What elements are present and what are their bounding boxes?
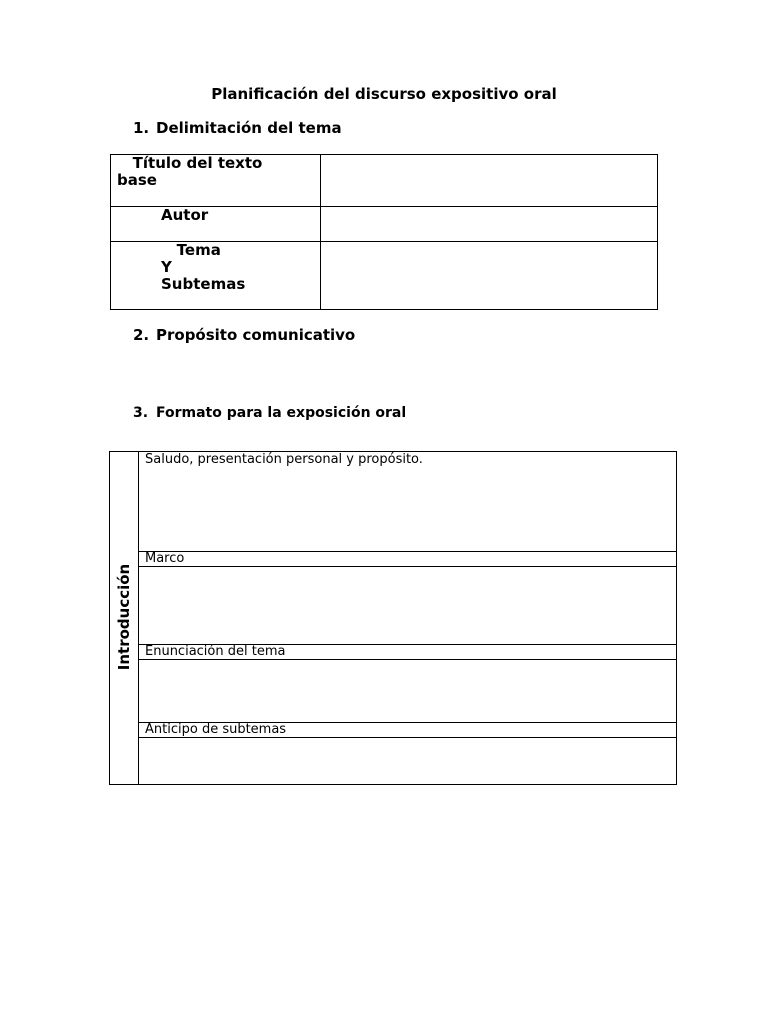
topic-definition-table: [110, 154, 658, 310]
table-row-divider: [138, 659, 676, 660]
table-row-divider: [138, 566, 676, 567]
table-row-divider: [138, 737, 676, 738]
base-text-title-field[interactable]: [325, 159, 653, 203]
greeting-presentation-label: Saludo, presentación personal y propósito.: [145, 452, 423, 467]
topic-subtopics-field[interactable]: [325, 246, 653, 306]
section-1-number: 1.: [133, 119, 150, 137]
oral-exposition-format-table: [109, 451, 677, 785]
frame-field[interactable]: [139, 568, 676, 643]
section-2-heading: [133, 326, 355, 344]
section-1-title: Delimitación del tema: [156, 119, 342, 137]
section-3-number: 3.: [133, 405, 149, 421]
greeting-presentation-field[interactable]: [139, 470, 676, 550]
topic-statement-field[interactable]: [139, 661, 676, 721]
section-3-title: Formato para la exposición oral: [156, 405, 407, 421]
subtopics-preview-label: Anticipo de subtemas: [145, 722, 287, 737]
introduction-column: [110, 452, 139, 784]
frame-label: Marco: [145, 551, 185, 566]
section-2-number: 2.: [133, 326, 150, 344]
topic-statement-label: Enunciación del tema: [145, 644, 286, 659]
section-2-title: Propósito comunicativo: [156, 326, 356, 344]
table-row-divider: [138, 551, 676, 552]
base-text-title-label: Título del texto base: [117, 154, 263, 189]
author-field[interactable]: [325, 211, 653, 239]
page-title: Planificación del discurso expositivo oral: [211, 85, 557, 103]
topic-subtopics-label: Tema Y Subtemas: [161, 241, 246, 293]
subtopics-preview-field[interactable]: [139, 739, 676, 783]
section-1-heading: [133, 119, 342, 137]
table-column-divider: [320, 155, 321, 309]
section-3-heading: [133, 404, 406, 422]
introduction-label: Introducción: [115, 563, 133, 671]
author-label: Autor: [161, 206, 209, 224]
communicative-purpose-field[interactable]: [133, 350, 653, 395]
